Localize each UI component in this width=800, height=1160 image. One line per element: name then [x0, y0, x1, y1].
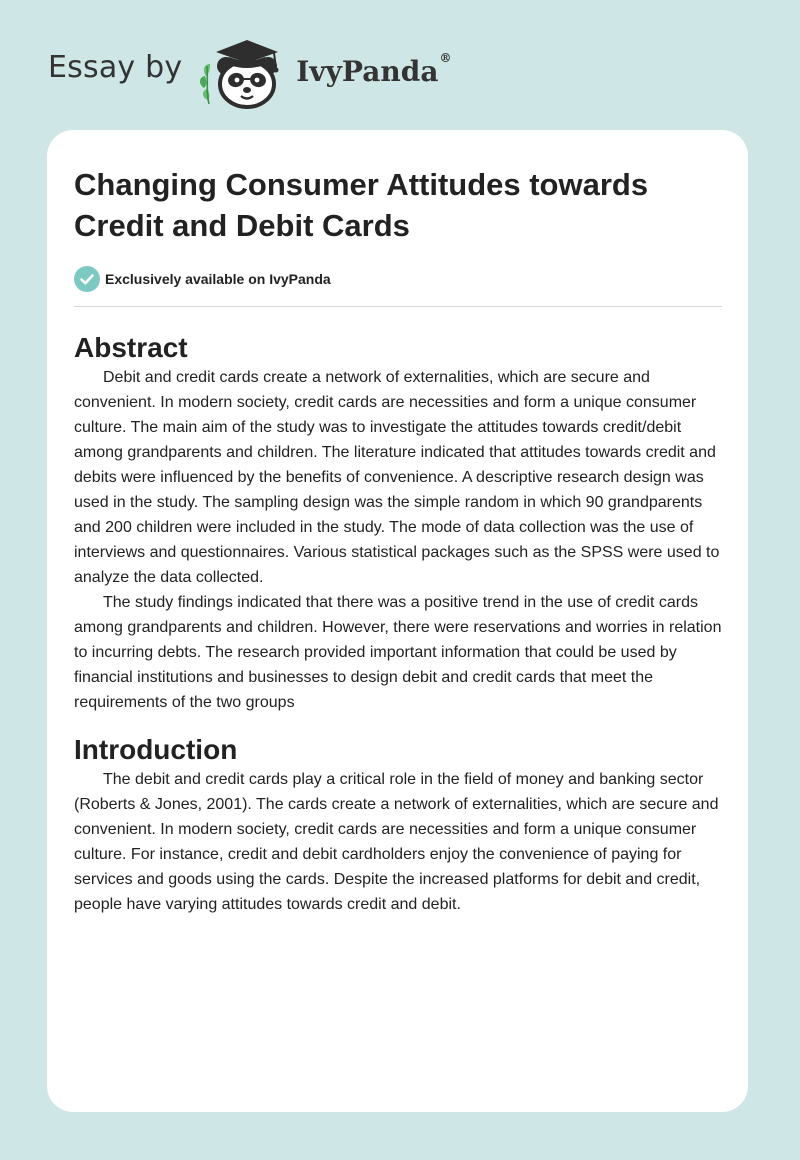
registered-mark: ® [439, 50, 452, 65]
ivypanda-brand-name [296, 50, 452, 88]
title-divider [74, 306, 722, 307]
check-circle-icon [74, 266, 100, 292]
exclusive-badge [74, 266, 722, 292]
introduction-paragraph-1: The debit and credit cards play a critical role in the field of money and banking sector (Roberts & Jones, 2001). The cards create a network of externalities, which are secure and convenient. In modern society, credit cards are necessities and form a unique consumer culture. For instance, credit and debit cardholders enjoy the convenience of paying for services and goods using the cards. Despite the increased platforms for debit and credit, people have varying attitudes towards credit and debit. [74, 771, 719, 913]
introduction-heading: Introduction [74, 734, 238, 765]
essay-card [47, 130, 748, 1112]
brand-name-text: IvyPanda [296, 54, 439, 88]
essay-title: Changing Consumer Attitudes towards Credit and Debit Cards [74, 167, 649, 243]
abstract-paragraph-1: Debit and credit cards create a network of externalities, which are secure and convenient. In modern society, credit cards are necessities and form a unique consumer culture. The main aim of the study was to investigate the attitudes towards credit/debit among grandparents and children. The literature indicated that attitudes towards credit and debits were influenced by the benefits of convenience. A descriptive research design was used in the study. The sampling design was the simple random in which 90 grandparents and 200 children were included in the study. The mode of data collection was the use of interviews and questionnaires. Various statistical packages such as the SPSS were used to analyze the data collected. [74, 369, 720, 586]
abstract-heading: Abstract [74, 332, 188, 363]
exclusive-badge-text: Exclusively available on IvyPanda [105, 271, 331, 287]
site-header-brand[interactable] [48, 30, 451, 110]
panda-graduate-logo-icon [196, 30, 292, 110]
essay-by-label: Essay by [48, 49, 183, 85]
abstract-paragraph-2: The study findings indicated that there was a positive trend in the use of credit cards among grandparents and children. However, there were reservations and worries in relation to incurring debts. The research provided important information that could be used by financial institutions and businesses to design debit and credit cards that meet the requirements of the two groups [74, 594, 722, 711]
